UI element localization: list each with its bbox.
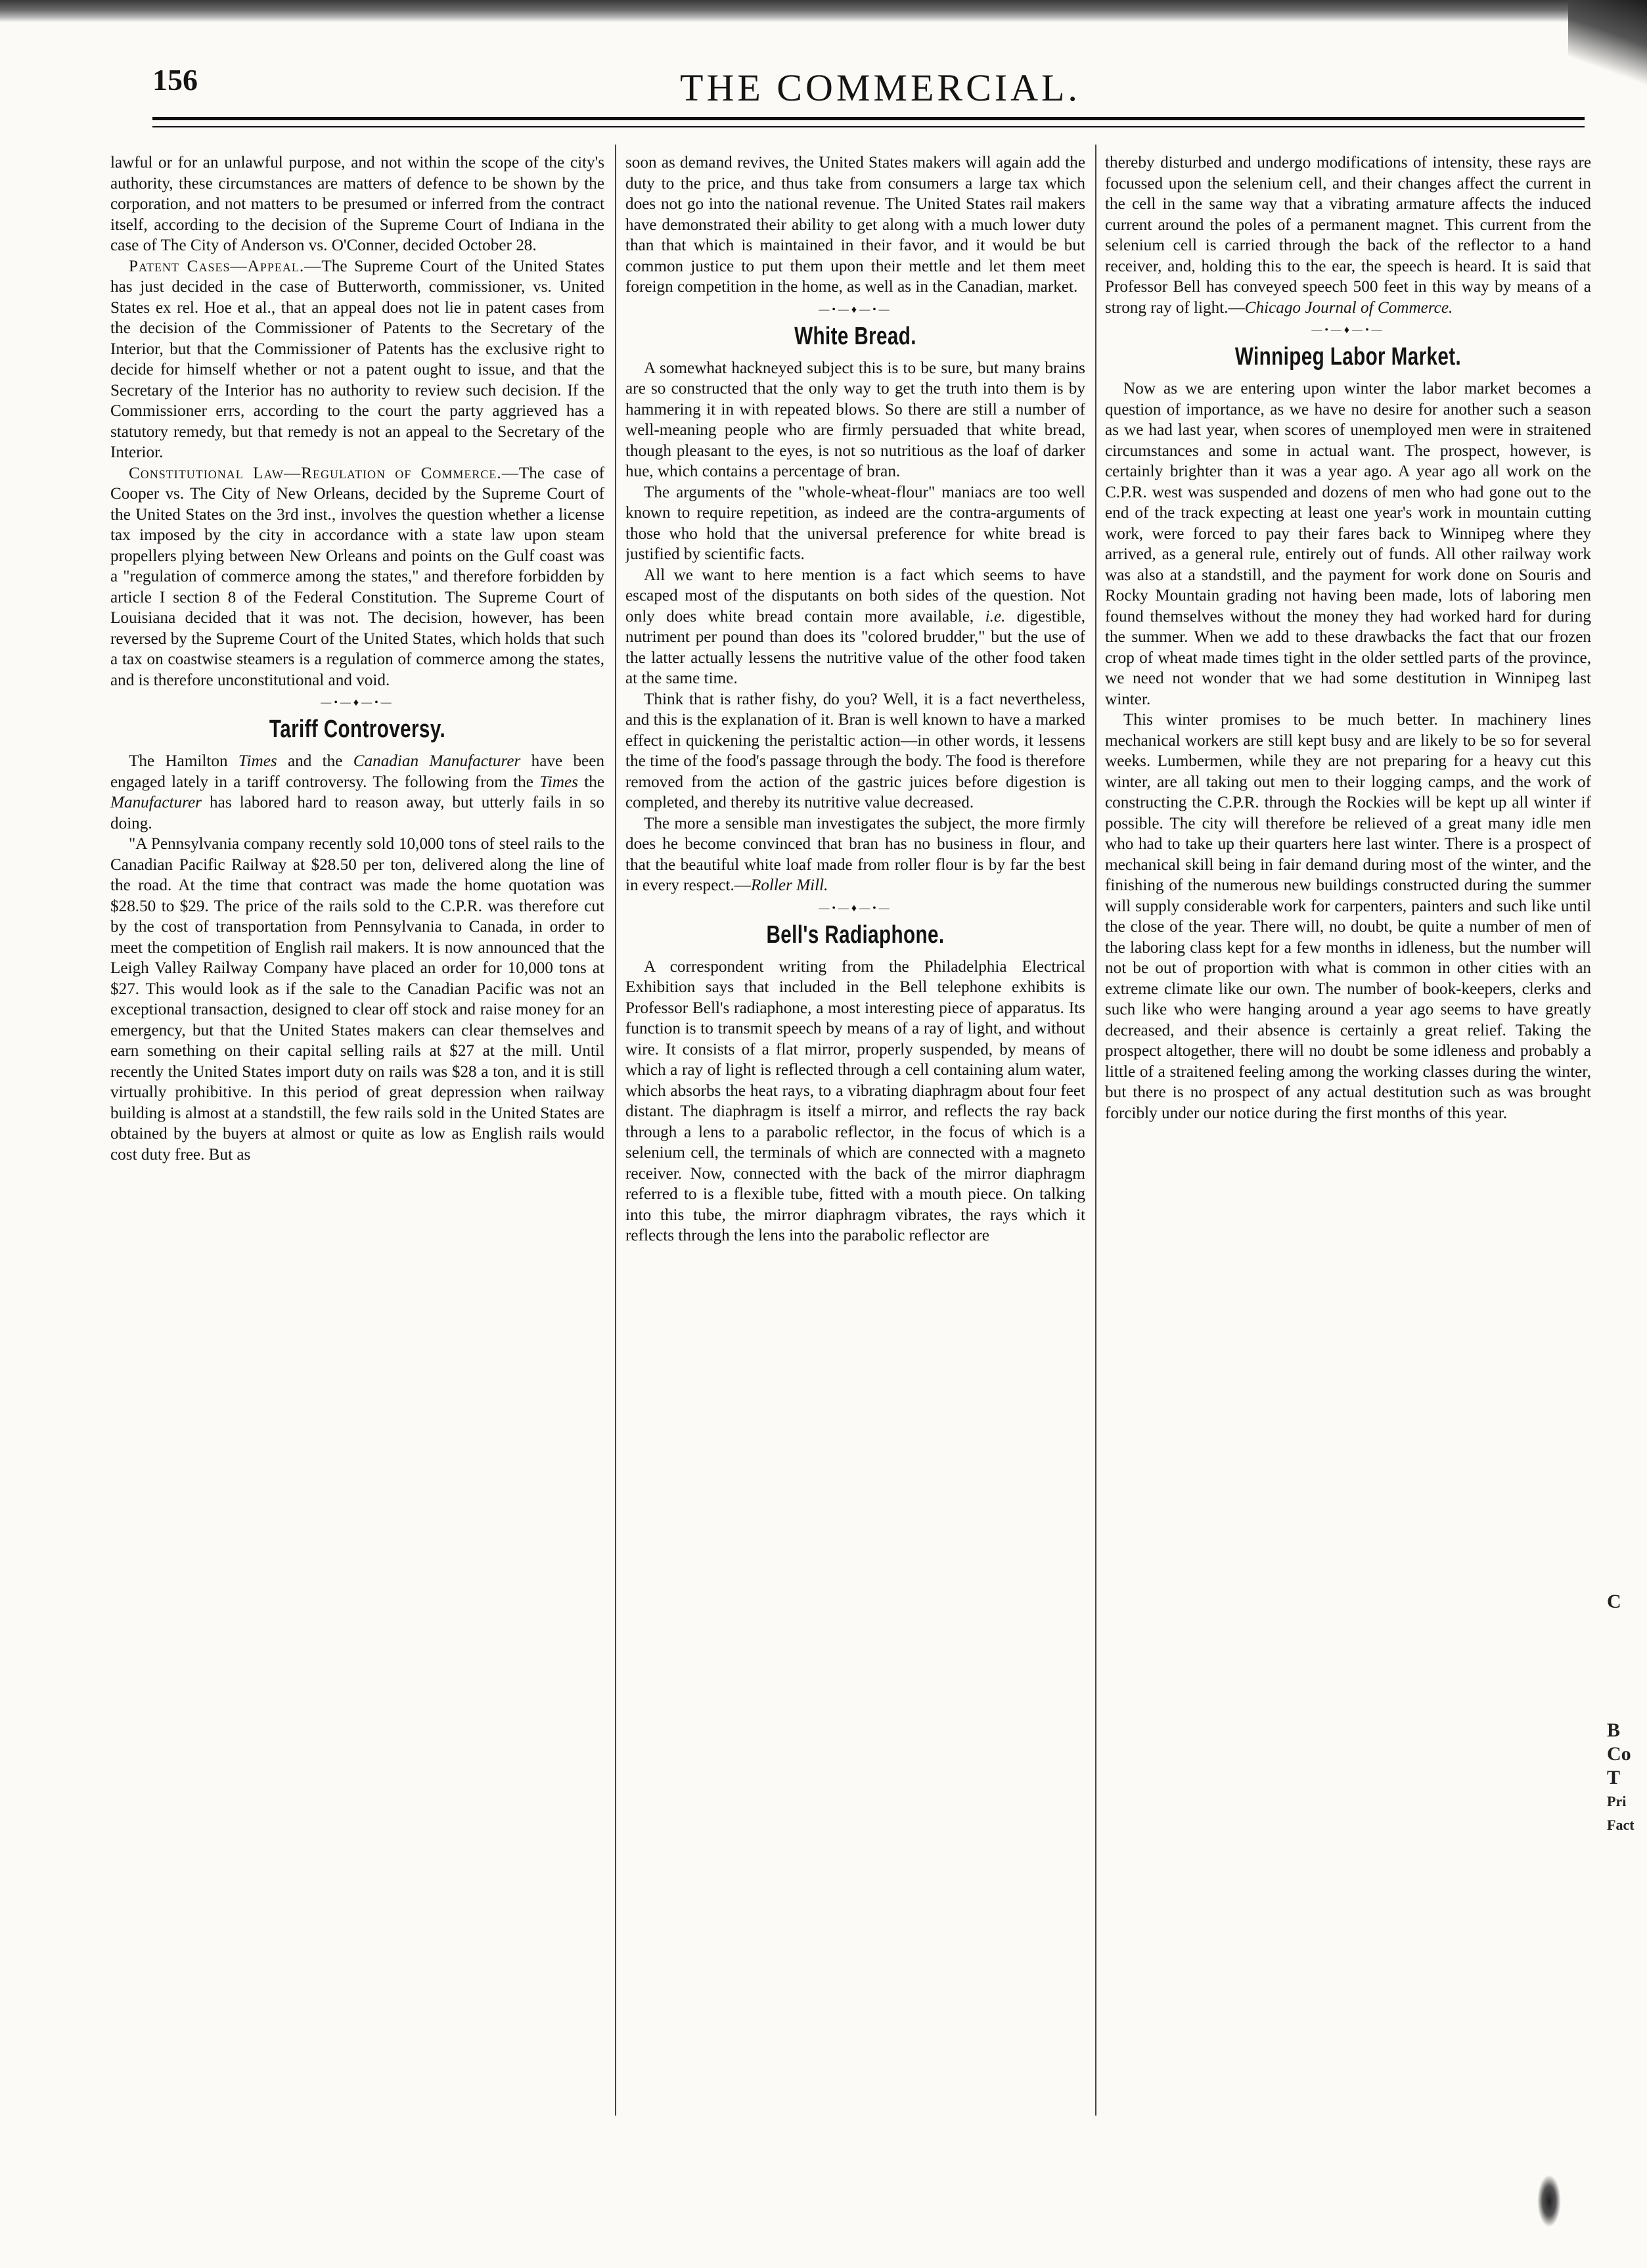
section-separator: —•—♦—•—: [1311, 325, 1385, 336]
masthead-title: THE COMMERCIAL.: [680, 66, 1081, 109]
header-rule-thin: [152, 126, 1585, 127]
text-run: digestible, nutriment per pound than does its "colored brudder," but the use of the latter actually lessens the nutritive value of the other food taken at the same time.: [625, 607, 1085, 687]
margin-fragments: [1607, 1590, 1646, 1837]
publication-name: Times: [238, 752, 277, 770]
article-text: A somewhat hackneyed subject this is to be sure, but many brains are so constructed that the only way to get the truth into them is by hammering it in with repeated blows. So there are still a number of well-meaning people who are firmly persuaded that white bread, though pleasant to the eyes, is not so nutritious as the loaf of darker hue, which contains a percentage of bran.: [625, 359, 1085, 480]
source-credit: Roller Mill.: [750, 876, 828, 894]
italic-abbrev: i.e.: [985, 607, 1006, 625]
article-text: [110, 256, 604, 463]
paragraph-body: The case of Cooper vs. The City of New Orleans, decided by the Supreme Court of the United States on the 3rd inst., involves the question whether a license tax imposed by the city in accordance with a state law upon steam propellers plying between New Orleans and points on the Gulf coast was a "regulation of commerce among the states," and therefore forbidden by article I section 8 of the Federal Constitution. The Supreme Court of Louisiana decided that it was not. The decision, however, has been reversed by the Supreme Court of the United States, which holds that such a tax on coastwise steamers is a regulation of commerce among the states, and is therefore unconstitutional and void.: [110, 464, 604, 689]
article-text: soon as demand revives, the United States makers will again add the duty to the price, and thus take from consumers a large tax which does not go into the national revenue. The United States rail makers have demonstrated their ability to get along with a much lower duty than that which is maintained in their favor, and it would be but common justice to put them upon their mettle and let them meet foreign competition in the home, as well as in the Canadian, market.: [625, 154, 1085, 296]
margin-fragment: Fact: [1607, 1817, 1635, 1833]
article-text: [110, 463, 604, 691]
publication-name: Times: [539, 773, 578, 791]
article-text: [110, 751, 604, 834]
column-3: [1105, 152, 1591, 2123]
article-text: [625, 813, 1085, 896]
publication-name: Canadian Manufacturer: [353, 752, 521, 770]
ink-blot: [1537, 2175, 1561, 2227]
margin-fragment: B: [1607, 1719, 1621, 1741]
margin-fragment: Pri: [1607, 1793, 1627, 1809]
margin-fragment: C: [1607, 1591, 1621, 1612]
text-run: All we want to here mention is a fact which seems to have escaped most of the disputants on both sides of the question. Not only does white bread contain more available,: [625, 566, 1085, 625]
margin-fragment: T: [1607, 1767, 1621, 1788]
article-text: Think that is rather fishy, do you? Well, it is a fact nevertheless, and this is the explanation of it. Bran is well known to have a marked effect in quickening the peristaltic action—in other words, it lessens the time of the food's passage through the body. The food is therefore removed from the action of the gastric juices before digestion is completed, and thereby its nutritive value decreased.: [625, 690, 1085, 811]
page-number: 156: [152, 63, 198, 97]
article-text: "A Pennsylvania company recently sold 10,000 tons of steel rails to the Canadian Pacific Railway at $28.50 per ton, delivered along the line of the road. At the time that contract was made the home quotation was $28.50 to $29. The price of the rails sold to the C.P.R. was therefore cut by the cost of transportation from Pennsylvania to Canada, in order to meet the competition of English rail makers. It is now announced that the Leigh Valley Railway Company have placed an order for 10,000 tons at $27. This would look as if the sale to the Canadian Pacific was not an exceptional transaction, designed to clear off stock and raise money for an emergency, but that the United States makers can clear themselves and earn something on their capital selling rails at $27 at the mill. Until recently the United States import duty on rails was $28 a ton, and it is still virtually prohibitive. In this period of great depression when railway building is almost at a standstill, the few rails sold in the United States are obtained by the buyers at almost or quite as low as English rails would cost duty free. But as: [110, 835, 604, 1164]
heading-bells-radiaphone: Bell's Radiaphone.: [766, 920, 945, 949]
source-credit: Chicago Journal of Commerce.: [1244, 298, 1453, 317]
margin-gap: [1607, 1614, 1646, 1719]
article-text: The arguments of the "whole-wheat-flour" maniacs are too well known to require repetition, as indeed are the contra-arguments of those who hold that the universal preference for white bread is justified by scientific facts.: [625, 483, 1085, 563]
article-text: Now as we are entering upon winter the labor market becomes a question of importance, as we have no desire for another such a season as we had last year, when scores of unemployed men were in straitened circumstances and some in actual want. The prospect, however, is certainly brighter than it was a year ago. A year ago all work on the C.P.R. west was suspended and dozens of men who had gone out to the end of the track expecting at least one year's work in mountain cutting work, were forced to pay their fares back to Winnipeg where they arrived, as a general rule, entirely out of funds. All other railway work was also at a standstill, and the payment for work done on Souris and Rocky Mountain grading not having been made, lots of laboring men found themselves without the money they had worked hard for during the summer. When we add to these drawbacks the fact that our frozen crop of wheat made times tight in the older settled parts of the province, we need not wonder that we had some destitution in Winnipeg last winter.: [1105, 380, 1591, 708]
section-separator: —•—♦—•—: [819, 304, 892, 315]
column-divider-2: [1095, 145, 1096, 2116]
section-separator: —•—♦—•—: [819, 902, 892, 914]
column-2: [625, 152, 1085, 2123]
text-run: The more a sensible man investigates the subject, the more firmly does he become convinced that bran has no business in flour, and that the beautiful white loaf made from roller flour is by far the best in every respect.—: [625, 814, 1085, 894]
heading-winnipeg-labor-market: Winnipeg Labor Market.: [1234, 343, 1462, 371]
column-divider-1: [615, 145, 616, 2116]
section-lead: Patent Cases—Appeal.—: [129, 257, 322, 275]
article-text: A correspondent writing from the Philadelphia Electrical Exhibition says that included in the Bell telephone exhibits is Professor Bell's radiaphone, a most interesting piece of apparatus. Its function is to transmit speech by means of a ray of light, and without wire. It consists of a flat mirror, properly suspended, by means of which a ray of light is reflected through a cell containing alum water, which absorbs the heat rays, to a vibrating diaphragm about four feet distant. The diaphragm is itself a mirror, and reflects the ray back through a lens to a parabolic reflector, in the focus of which is a selenium cell, the terminals of which are connected with a magneto receiver. Now, connected with the back of the mirror diaphragm referred to is a flexible tube, fitted with a mouth piece. On talking into this tube, the mirror diaphragm vibrates, the rays which it reflects through the lens into the parabolic reflector are: [625, 957, 1085, 1244]
text-run: and the: [277, 752, 353, 770]
article-text: [1105, 152, 1591, 318]
article-text: [625, 565, 1085, 689]
heading-white-bread: White Bread.: [794, 322, 916, 350]
scan-edge-corner: [1568, 0, 1647, 85]
article-text: This winter promises to be much better. In machinery lines mechanical workers are still kept busy and are likely to be so for several weeks. Lumbermen, while they are not preparing for a heavy cut this winter, are all taking out men to their logging camps, and the work of constructing the C.P.R. through the Rockies will be kept up all winter if possible. The city will therefore be relieved of a great many idle men who had to take up their quarters here last winter. There is a prospect of mechanical skill being in fair demand during most of the winter, and the finishing of the numerous new buildings constructed during the summer will supply considerable work for carpenters, painters and such like until the close of the year. There will, no doubt, be quite a number of men of the laboring class kept for a few months in idleness, but the number will not be out of proportion with what is common in other cities with an extreme climate like our own. The number of book-keepers, clerks and such like who were hanging around a year ago seems to have greatly decreased, and their absence is certainly a great relief. Taking the prospect altogether, there will no doubt be some idleness and probably a little of a straitened feeling among the working classes during the winter, but there is no prospect of any actual destitution such as was brought forcibly under our notice during the first months of this year.: [1105, 711, 1591, 1122]
text-run: have been engaged lately in a tariff controversy. The following from the: [110, 752, 604, 791]
section-lead: Constitutional Law—Regulation of Commerce.—: [129, 464, 519, 482]
text-run: the: [577, 773, 604, 791]
text-run: The Hamilton: [129, 752, 238, 770]
article-text: lawful or for an unlawful purpose, and not within the scope of the city's authority, these circumstances are matters of defence to be shown by the corporation, and not matters to be presumed or inferred from the contract itself, according to the decision of the Supreme Court of Indiana in the case of The City of Anderson vs. O'Conner, decided October 28.: [110, 154, 604, 254]
column-1: [110, 152, 604, 2123]
scan-edge-top: [0, 0, 1647, 22]
header-rule-thick: [152, 117, 1585, 120]
section-separator: —•—♦—•—: [321, 697, 394, 708]
heading-tariff-controversy: Tariff Controversy.: [269, 715, 446, 743]
margin-fragment: Co: [1607, 1743, 1631, 1765]
text-run: has labored hard to reason away, but utterly fails in so doing.: [110, 794, 604, 832]
paragraph-body: The Supreme Court of the United States has just decided in the case of Butterworth, commissioner, vs. United States ex rel. Hoe et al., that an appeal does not lie in patent cases from the decision of the Commissioner of Patents to the Secretary of the Interior, but that the Commissioner of Patents has the exclusive right to decide for himself whether or not a patent ought to issue, and that the Secretary of the Interior has no authority to review such decision. If the Commissioner errs, according to the court the party aggrieved has a statutory remedy, but that remedy is not an appeal to the Secretary of the Interior.: [110, 257, 604, 461]
publication-name: Manufacturer: [110, 794, 202, 811]
text-run: thereby disturbed and undergo modifications of intensity, these rays are focussed upon the selenium cell, and their changes affect the current in the cell in the same way that a vibrating armature affects the induced current around the poles of a permanent magnet. This current from the selenium cell is carried through the back of the reflector to a hand receiver, and, holding this to the ear, the speech is heard. It is said that Professor Bell has conveyed speech 500 feet in this way by means of a strong ray of light.—: [1105, 154, 1591, 317]
